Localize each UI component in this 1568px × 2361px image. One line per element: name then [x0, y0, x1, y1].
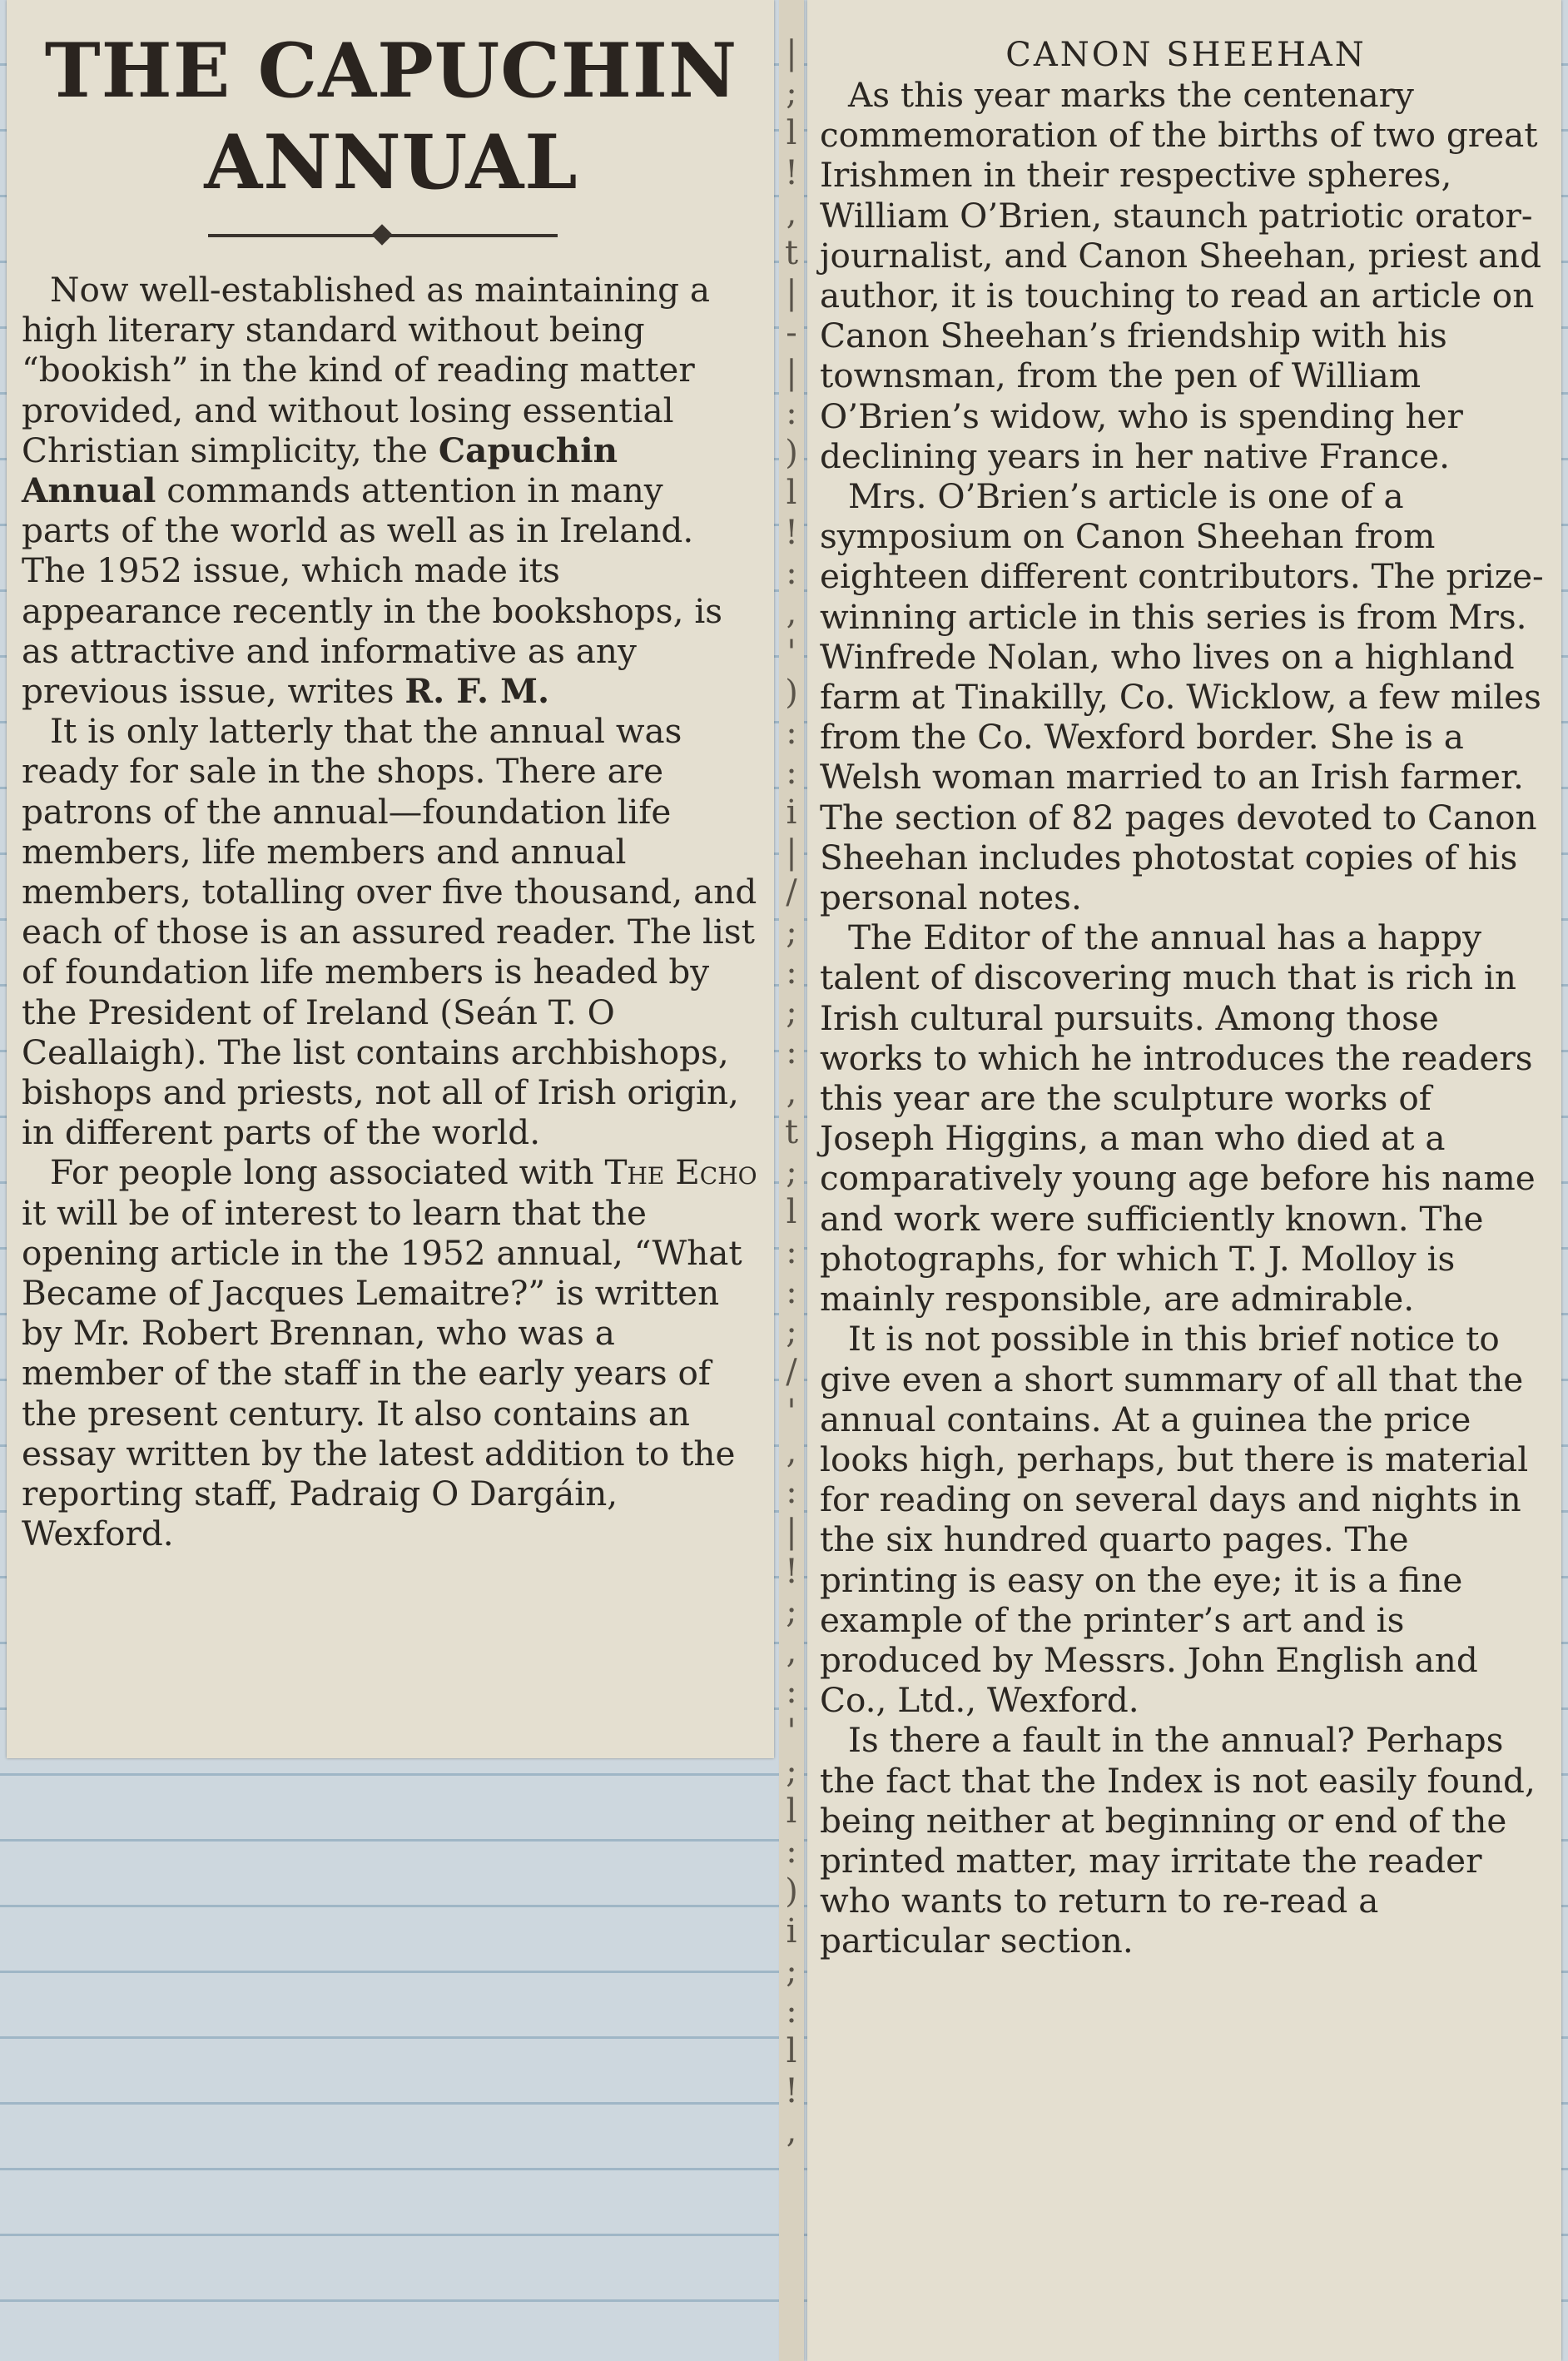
right-column-body — [820, 75, 1552, 1961]
subhead-canon-sheehan: CANON SHEEHAN — [1005, 36, 1367, 74]
text-run: Mrs. O’Brien’s article is one of a symposium on Canon Sheehan from eighteen different contributors. The prize-winning article in this series is from Mrs. Winfrede Nolan, who lives on a highland farm at Tinakilly, Co. Wicklow, a few miles from the Co. Wexford border. She is a Welsh woman married to an Irish farmer. The section of 82 pages devoted to Canon Sheehan includes photostat copies of his personal notes. — [820, 476, 1544, 918]
clipping-edge-fragments: | ; l ! , t | - | : ) l ! : , ' ) : : i | / ; : ; : , t ; l : : ; / ' , : | ! ; , : ' ; l : ) i ; : l ! , — [784, 34, 799, 2150]
article-paragraph — [820, 1319, 1552, 1720]
text-run: Is there a fault in the annual? Perhaps the fact that the Index is not easily found, being neither at beginning or end of the printed matter, may irritate the reader who wants to return to re-read a particular section. — [820, 1720, 1536, 1961]
bold-text-run: Capuchin Annual — [22, 430, 618, 511]
headline — [33, 25, 749, 208]
headline-line-2: ANNUAL — [204, 118, 578, 206]
left-article-column — [22, 270, 762, 1554]
text-run: The Editor of the annual has a happy talent of discovering much that is rich in Irish cultural pursuits. Among those works to which he introduces the readers this year are the sculpture works of Joseph Higgins, a man who died at a comparatively young age before his name and work were sufficiently known. The photographs, for which T. J. Molloy is mainly responsible, are admirable. — [820, 917, 1536, 1320]
text-run: As this year marks the centenary commemoration of the births of two great Irishmen in their respective spheres, William O’Brien, staunch patriotic orator-journalist, and Canon Sheehan, priest and author, it is touching to read an article on Canon Sheehan’s friendship with his townsman, from the pen of William O’Brien’s widow, who is spending her declining years in her native France. — [820, 75, 1542, 476]
text-run: It is not possible in this brief notice to give even a short summary of all that the annual contains. At a guinea the price looks high, perhaps, but there is material for reading on several days and nights in the six hundred quarto pages. The printing is easy on the eye; it is a fine example of the printer’s art and is produced by Messrs. John English and Co., Ltd., Wexford. — [820, 1319, 1529, 1721]
bold-text-run: R. F. M. — [404, 671, 550, 712]
article-paragraph — [820, 1720, 1552, 1961]
text-run: Now well-established as maintaining a high literary standard without being “bookish” in the kind of reading matter provided, and without losing essential Christian simplicity, the — [22, 270, 711, 470]
text-run: commands attention in many parts of the world as well as in Ireland. The 1952 issue, which made its appearance recently in the bookshops, is as attractive and informative as any previous issue, writes — [22, 470, 723, 712]
text-run: it will be of interest to learn that the opening article in the 1952 annual, “What Became of Jacques Lemaitre?” is written by Mr. Robert Brennan, who was a member of the staff in the early years of the present century. It also contains an essay written by the latest addition to the reporting staff, Padraig O Dargáin, Wexford. — [22, 1192, 742, 1554]
article-paragraph — [22, 711, 762, 1152]
article-paragraph — [820, 917, 1552, 1319]
small-caps-text-run: The Echo — [604, 1152, 757, 1193]
article-paragraph — [22, 270, 762, 711]
article-paragraph — [22, 1152, 762, 1553]
right-article-column — [820, 35, 1552, 1961]
text-run: It is only latterly that the annual was ready for sale in the shops. There are patrons of the annual—foundation life members, life members and annual members, totalling over five thousand, and each of those is an assured reader. The list of foundation life members is headed by the President of Ireland (Seán T. O Ceallaigh). The list contains archbishops, bishops and priests, not all of Irish origin, in different parts of the world. — [22, 711, 757, 1153]
text-run: For people long associated with — [50, 1152, 605, 1193]
article-paragraph — [820, 476, 1552, 917]
article-paragraph — [820, 75, 1552, 476]
headline-line-1: THE CAPUCHIN — [44, 27, 738, 115]
